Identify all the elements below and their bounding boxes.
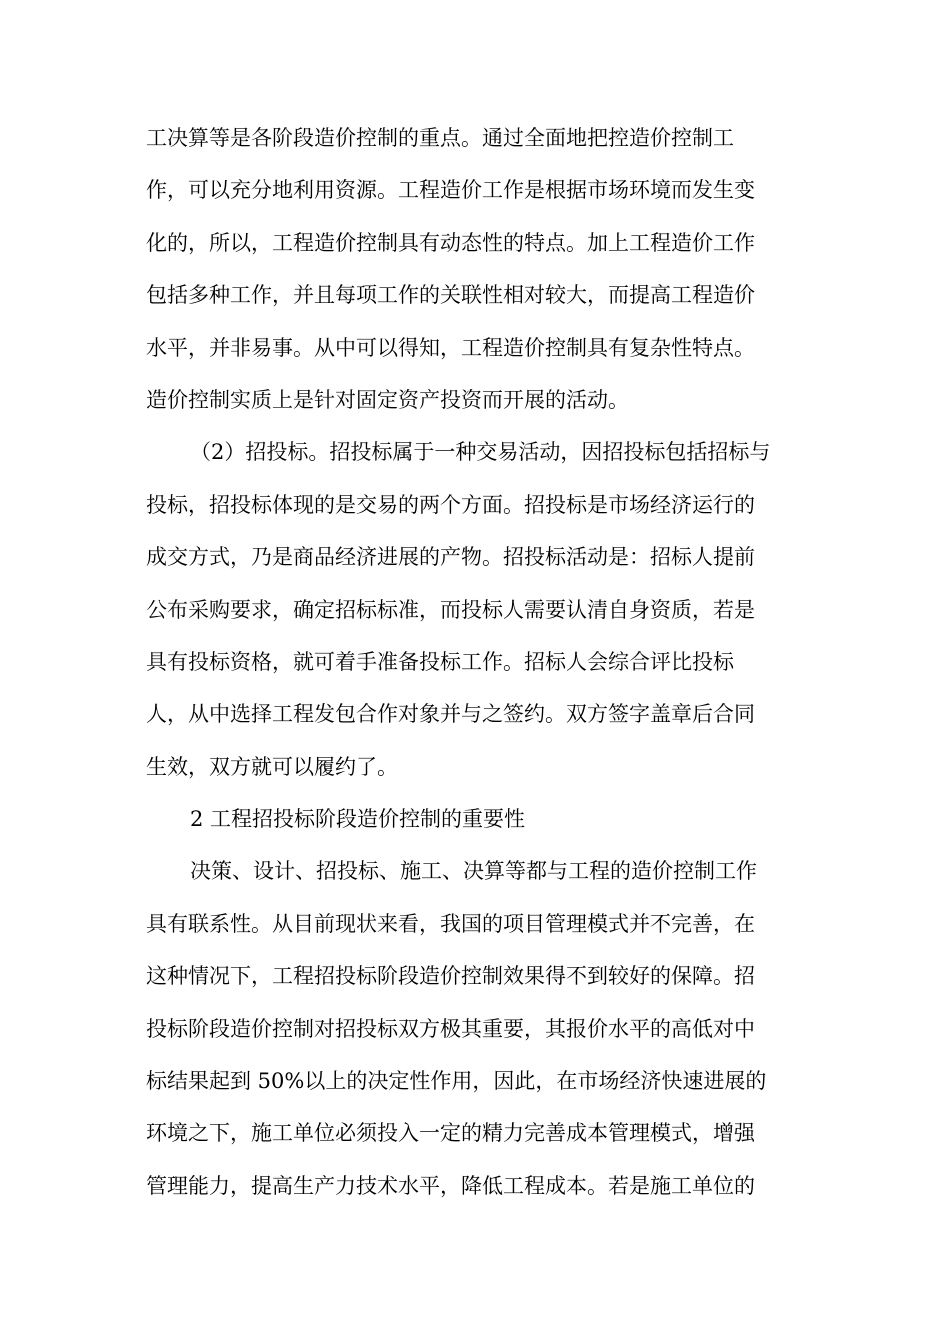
text-line: （2）招投标。招投标属于一种交易活动，因招投标包括招标与 bbox=[190, 440, 771, 465]
text-line: 2 工程招投标阶段造价控制的重要性 bbox=[190, 807, 526, 832]
body-text bbox=[146, 112, 826, 1212]
text-line: 作，可以充分地利用资源。工程造价工作是根据市场环境而发生变 bbox=[146, 178, 755, 203]
text-line: 包括多种工作，并且每项工作的关联性相对较大，而提高工程造价 bbox=[146, 283, 755, 308]
text-line: 成交方式，乃是商品经济进展的产物。招投标活动是：招标人提前 bbox=[146, 545, 755, 570]
text-line: 造价控制实质上是针对固定资产投资而开展的活动。 bbox=[146, 387, 629, 412]
text-line: 具有投标资格，就可着手准备投标工作。招标人会综合评比投标 bbox=[146, 649, 734, 674]
text-line: 工决算等是各阶段造价控制的重点。通过全面地把控造价控制工 bbox=[146, 126, 734, 150]
text-line: 公布采购要求，确定招标标准，而投标人需要认清自身资质，若是 bbox=[146, 597, 755, 622]
text-line: 投标阶段造价控制对招投标双方极其重要，其报价水平的高低对中 bbox=[146, 1016, 755, 1041]
text-line: 环境之下，施工单位必须投入一定的精力完善成本管理模式，增强 bbox=[146, 1121, 755, 1146]
text-line: 管理能力，提高生产力技术水平，降低工程成本。若是施工单位的 bbox=[146, 1173, 755, 1198]
text-line: 投标，招投标体现的是交易的两个方面。招投标是市场经济运行的 bbox=[146, 492, 755, 517]
text-line: 标结果起到 50%以上的决定性作用，因此，在市场经济快速进展的 bbox=[146, 1069, 767, 1094]
text-line: 水平，并非易事。从中可以得知，工程造价控制具有复杂性特点。 bbox=[146, 335, 755, 360]
text-line: 生效，双方就可以履约了。 bbox=[146, 754, 398, 779]
text-line: 化的，所以，工程造价控制具有动态性的特点。加上工程造价工作 bbox=[146, 230, 755, 255]
text-line: 具有联系性。从目前现状来看，我国的项目管理模式并不完善，在 bbox=[146, 911, 755, 936]
text-line: 这种情况下，工程招投标阶段造价控制效果得不到较好的保障。招 bbox=[146, 964, 755, 989]
text-line: 人，从中选择工程发包合作对象并与之签约。双方签字盖章后合同 bbox=[146, 702, 755, 727]
text-line: 决策、设计、招投标、施工、决算等都与工程的造价控制工作 bbox=[190, 859, 757, 884]
